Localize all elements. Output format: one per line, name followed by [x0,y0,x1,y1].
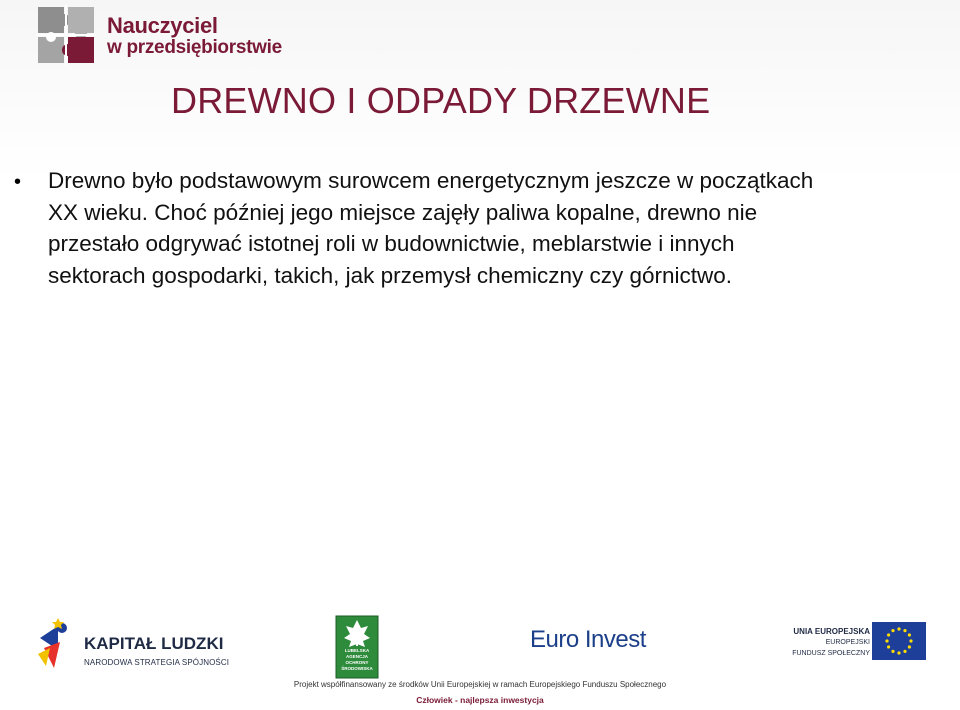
brand-line1: Nauczyciel [107,13,218,38]
project-note: Projekt współfinansowany ze środków Unii Europejskiej w ramach Europejskiego Funduszu Społecznego [293,680,667,689]
bullet-dot-icon: • [14,171,22,193]
ue-line3: FUNDUSZ SPOŁECZNY [792,650,870,657]
slide-title: DREWNO I ODPADY DRZEWNE [171,80,711,121]
kapital-ludzki-icon [36,618,72,674]
puzzle-icon [34,3,102,69]
ue-line1: UNIA EUROPEJSKA [793,627,870,636]
lubelska-agencja-text: LUBELSKA AGENCJA OCHRONY ŚRODOWISKA [341,648,373,671]
brand-line2: w przedsiębiorstwie [107,37,282,58]
bullet-item: Drewno było podstawowym surowcem energetycznym jeszcze w początkach XX wieku. Choć później jego miejsce zajęły paliwa kopalne, drewno nie przestało odgrywać istotnej roli w budownictwie, meblarstwie i innych sektorach gospodarki, takich, jak przemysł chemiczny czy górnictwo. [48,168,814,288]
kapital-ludzki-subtitle: NARODOWA STRATEGIA SPÓJNOŚCI [84,658,230,667]
euro-invest-logo: Euro Invest [530,626,646,653]
kapital-ludzki-title: KAPITAŁ LUDZKI [84,634,224,653]
eu-flag-icon [872,622,926,660]
footer [0,606,960,710]
lubelska-agencja-logo [334,614,380,680]
unia-europejska-text [760,626,870,659]
brand-logo [34,3,284,69]
footer-slogan: Człowiek - najlepsza inwestycja [416,695,544,705]
ue-line2: EUROPEJSKI [825,639,870,646]
kapital-ludzki-logo [36,618,236,678]
